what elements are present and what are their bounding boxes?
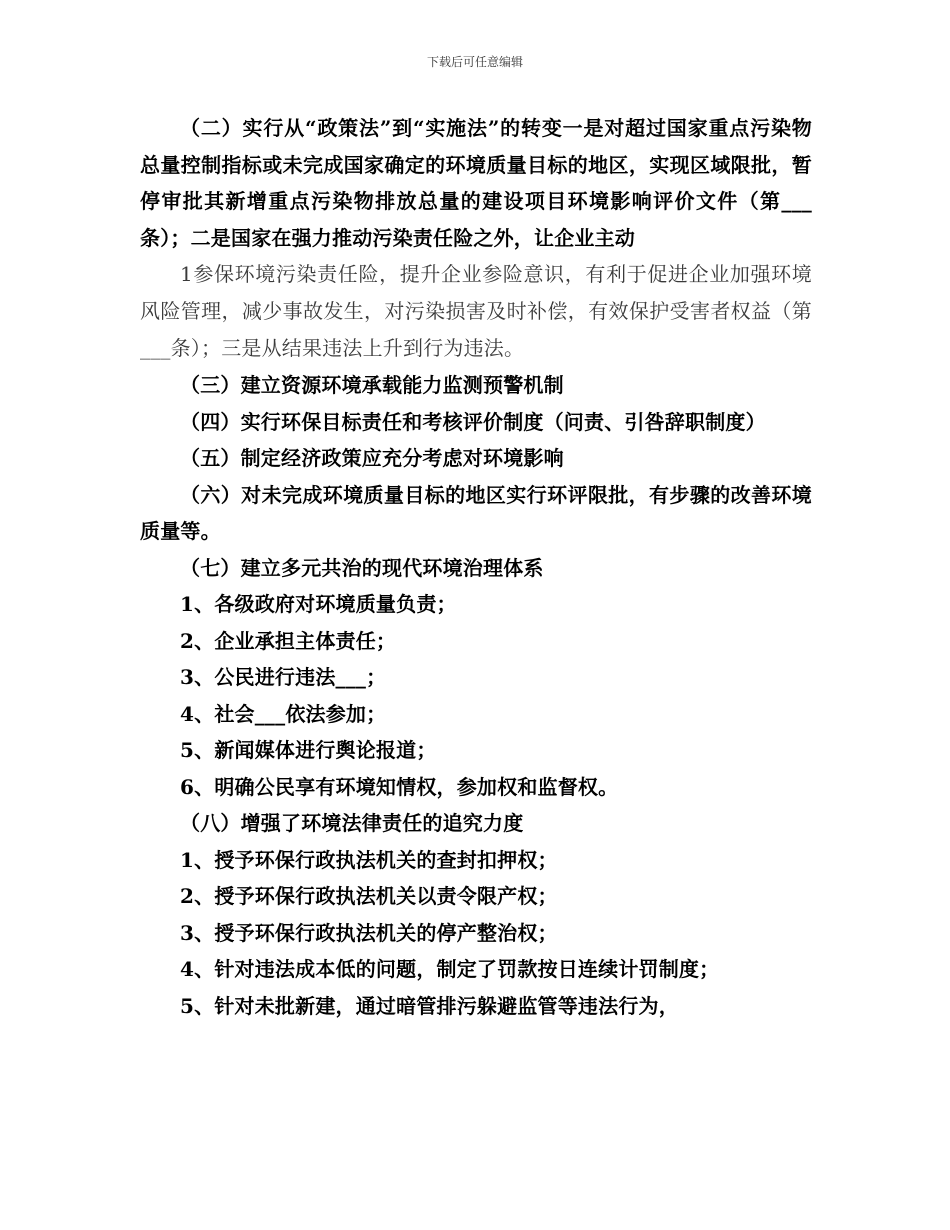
list-item: 4、社会___依法参加；: [180, 701, 387, 726]
paragraph-section-8: （八）增强了环境法律责任的追究力度: [180, 811, 524, 835]
paragraph-section-5: （五）制定经济政策应充分考虑对环境影响: [180, 446, 564, 470]
list-item: 3、授予环保行政执法机关的停产整治权；: [180, 920, 558, 945]
paragraph-section-3: （三）建立资源环境承载能力监测预警机制: [180, 373, 564, 397]
list-item: 3、公民进行违法___；: [180, 665, 387, 689]
page-header: 下载后可任意编辑: [426, 55, 523, 69]
list-item: 4、针对违法成本低的问题，制定了罚款按日连续计罚制度；: [180, 957, 720, 981]
paragraph-section-2: （二）实行从“政策法”到“实施法”的转变一是对超过国家重点污染物总量控制指标或未完成国家确定的环境质量目标的地区，实现区域限批，暂停审批其新增重点污染物排放总量的建设项目环境影响评价文件（第___条）；二是国家在强力推动污染责任险之外，让企业主动: [140, 116, 812, 250]
document-body: [140, 110, 812, 1024]
list-item: 5、针对未批新建，通过暗管排污躲避监管等违法行为，: [180, 993, 679, 1018]
paragraph-section-7: （七）建立多元共治的现代环境治理体系: [180, 555, 544, 580]
paragraph-insurance: 1参保环境污染责任险，提升企业参险意识，有利于促进企业加强环境风险管理，减少事故发生，对污染损害及时补偿，有效保护受害者权益（第___条）；三是从结果违法上升到行为违法。: [140, 262, 812, 360]
paragraph-section-4: （四）实行环保目标责任和考核评价制度（问责、引咎辞职制度）: [180, 409, 766, 434]
paragraph-section-6: （六）对未完成环境质量目标的地区实行环评限批，有步骤的改善环境质量等。: [140, 482, 812, 543]
list-item: 5、新闻媒体进行舆论报道；: [180, 738, 437, 762]
list-item: 6、明确公民享有环境知情权，参加权和监督权。: [180, 774, 619, 799]
list-item: 1、授予环保行政执法机关的查封扣押权；: [180, 847, 558, 872]
list-item: 2、授予环保行政执法机关以责令限产权；: [180, 884, 558, 908]
list-item: 2、企业承担主体责任；: [180, 628, 397, 653]
list-item: 1、各级政府对环境质量负责；: [180, 592, 457, 616]
